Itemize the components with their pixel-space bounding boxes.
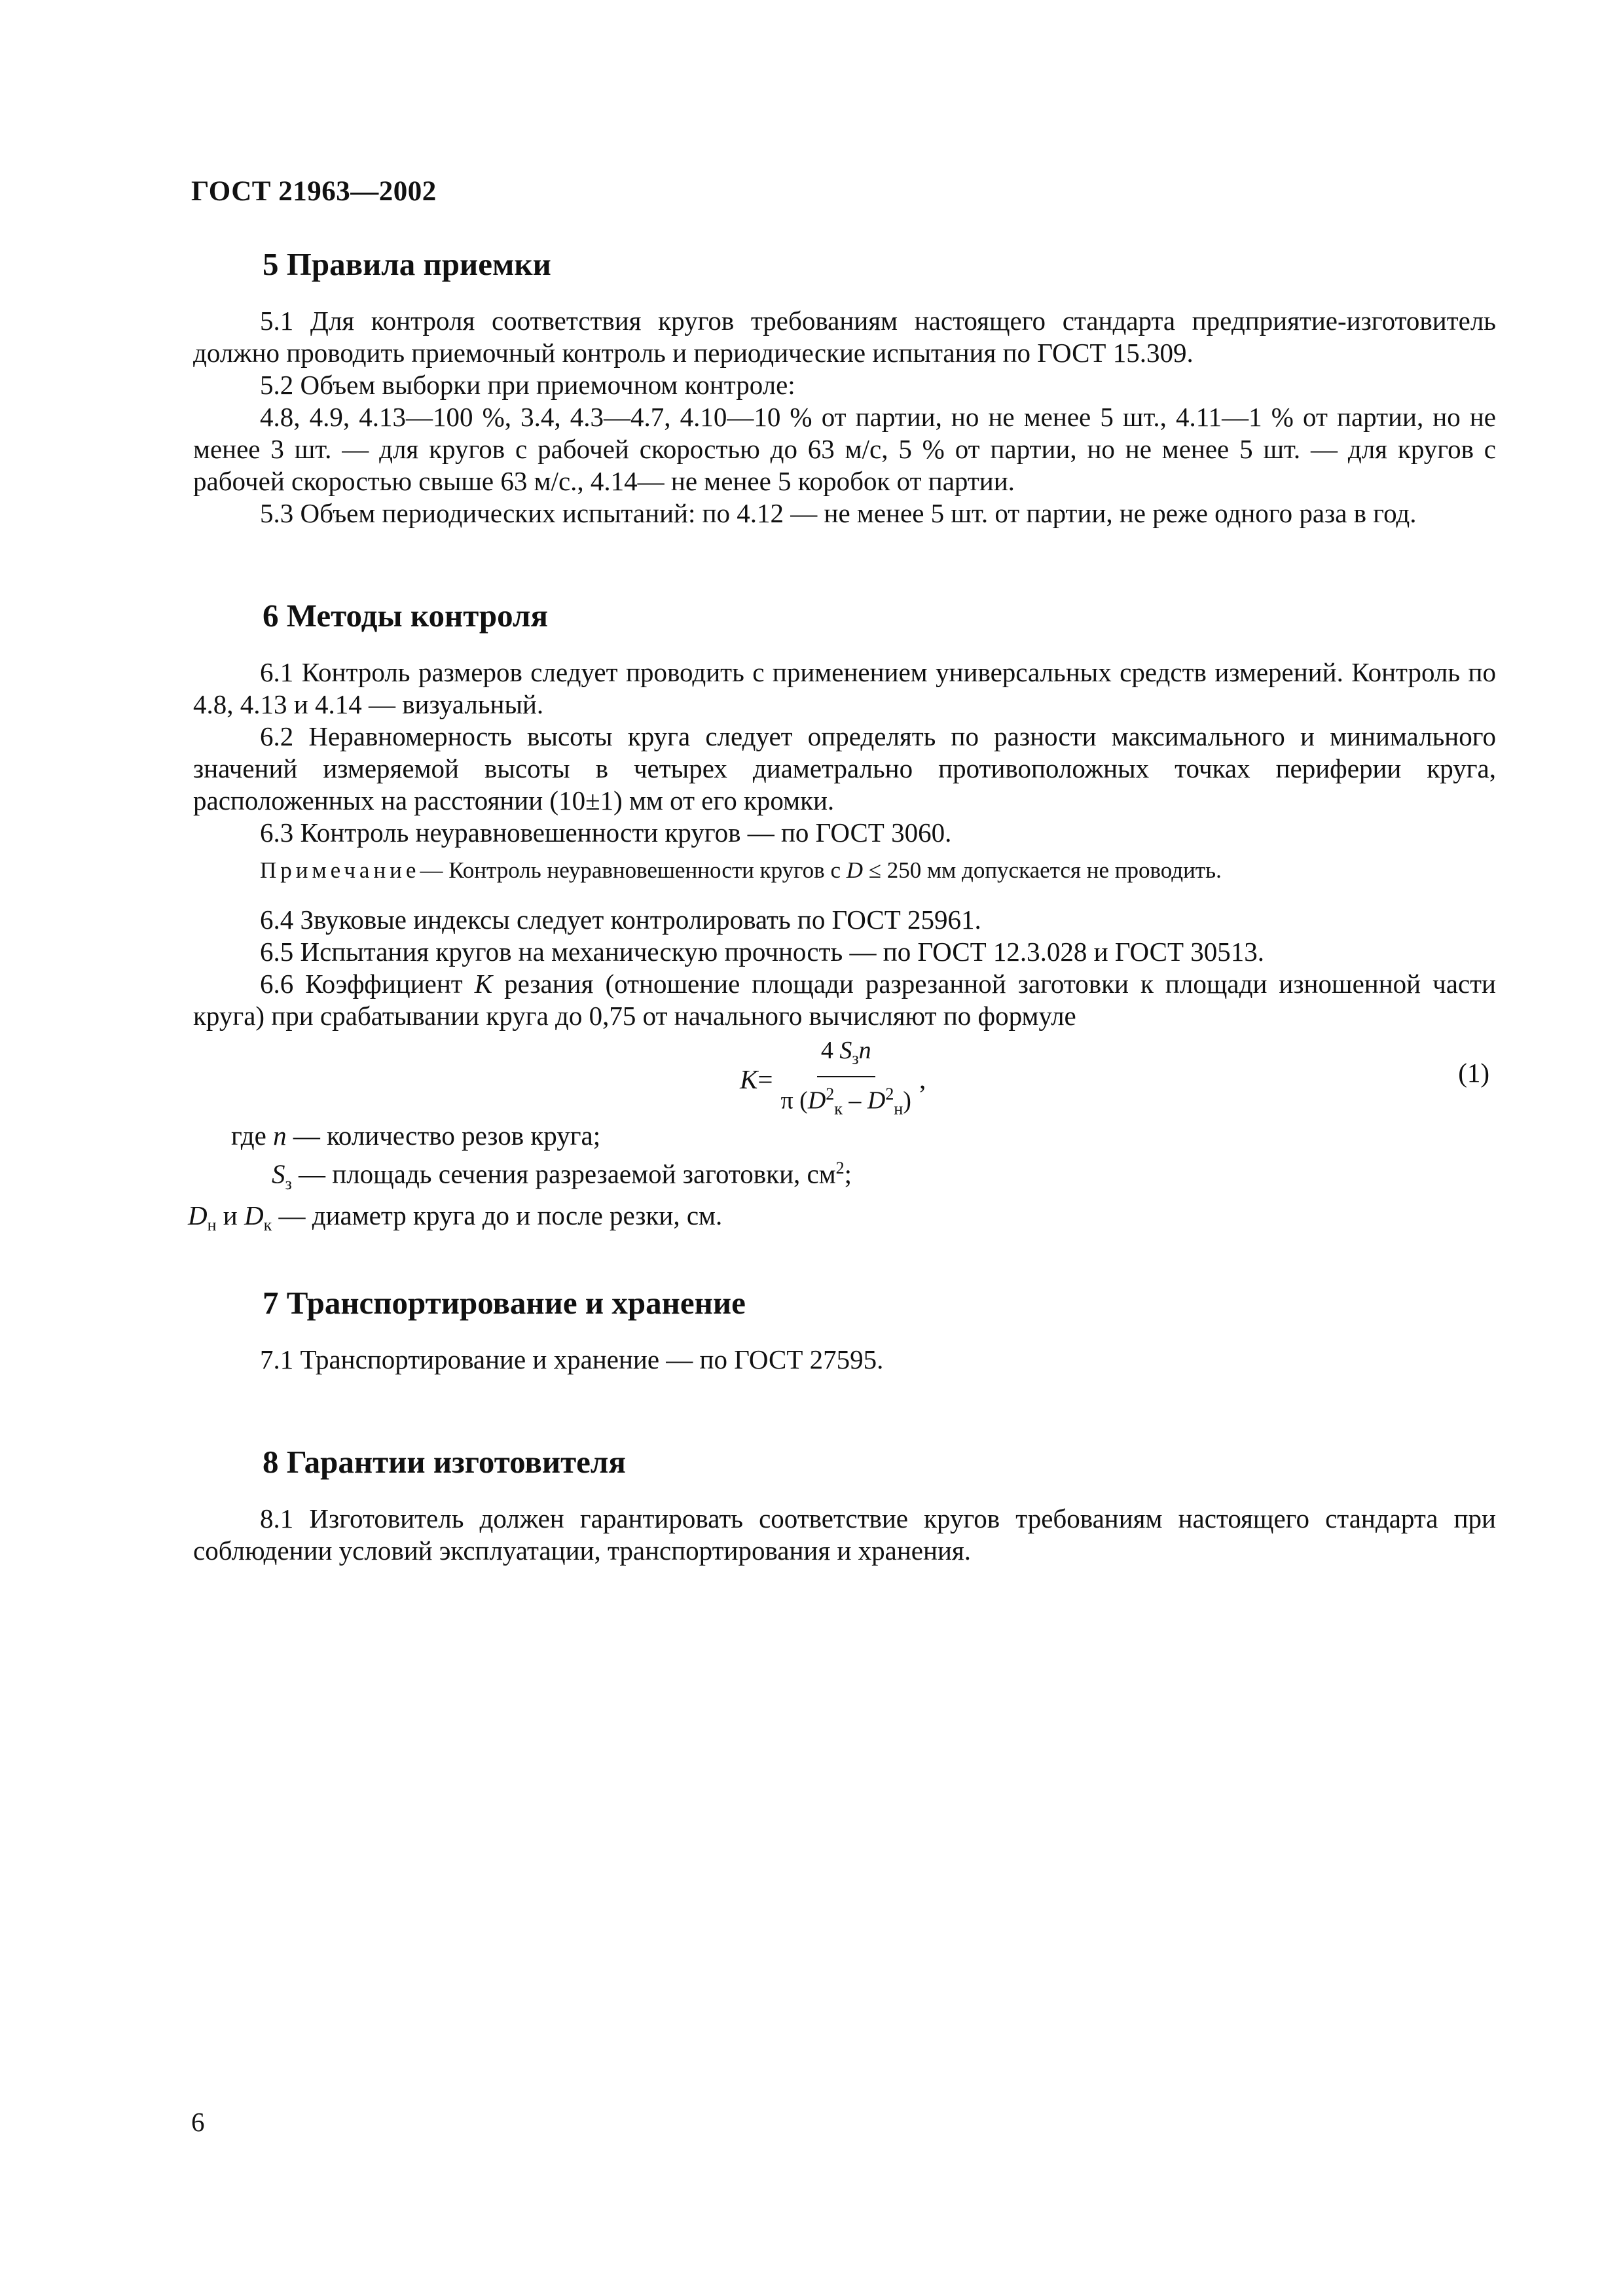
paragraph-6-6-b: резания (отношение площади разрезанной заготовки к площади изношенной части круга) при срабатывании круга до 0,75 от начального вычисляют по формуле [193, 969, 1496, 1031]
formula-lhs: K [740, 1064, 758, 1095]
paragraph-8-1: 8.1 Изготовитель должен гарантировать соответствие кругов требованиям настоящего стандарта при соблюдении условий эксплуатации, транспортирования и хранения. [193, 1503, 1496, 1566]
section-8 [193, 1443, 1496, 1567]
paragraph-6-6-a: 6.6 Коэффициент [260, 969, 475, 999]
legend-n-desc: — количество резов круга; [286, 1121, 601, 1151]
note-text-b: ≤ 250 мм допускается не проводить. [863, 857, 1222, 883]
paragraph-6-6 [193, 968, 1496, 1032]
formula-1 [193, 1036, 1496, 1118]
section-title: 6 Методы контроля [263, 598, 548, 634]
legend-s-sub: з [285, 1174, 292, 1193]
page-number: 6 [191, 2107, 205, 2137]
formula-expression [740, 1036, 926, 1123]
legend-row-n [193, 1120, 1496, 1152]
legend-where: где [231, 1121, 274, 1151]
paragraph-6-1: 6.1 Контроль размеров следует проводить с применением универсальных средств измерений. Контроль по 4.8, 4.13 и 4.14 — визуальный. [193, 657, 1496, 719]
legend-dn: D [188, 1200, 208, 1230]
den-d2-sup: 2 [885, 1084, 894, 1103]
legend-dn-sub: н [207, 1215, 217, 1235]
legend-s-sup: 2 [835, 1158, 845, 1177]
legend-dk-sub: к [263, 1215, 272, 1235]
den-d1: D [807, 1086, 826, 1115]
legend-and: и [216, 1200, 244, 1230]
paragraph-6-2: 6.2 Неравномерность высоты круга следует определять по разности максимального и минимального значений измеряемой высоты в четырех диаметрально противоположных точках периферии круга, расположенных на расстоянии (10±1) мм от его кромки. [193, 721, 1496, 816]
equation-number: (1) [1458, 1058, 1489, 1088]
formula-numerator [817, 1036, 875, 1077]
num-s-sub: з [852, 1049, 859, 1068]
note [193, 855, 1496, 886]
paragraph-5-2: 5.2 Объем выборки при приемочном контроле: [260, 370, 795, 400]
section-title: 8 Гарантии изготовителя [263, 1444, 626, 1480]
legend-row-s [193, 1152, 1496, 1200]
paragraph-5-1: 5.1 Для контроля соответствия кругов требованиям настоящего стандарта предприятие-изготовитель должно проводить приемочный контроль и периодические испытания по ГОСТ 15.309. [193, 306, 1496, 368]
legend-n: n [273, 1121, 287, 1151]
section-7 [193, 1284, 1496, 1376]
paragraph-6-5: 6.5 Испытания кругов на механическую прочность — по ГОСТ 12.3.028 и ГОСТ 30513. [260, 937, 1264, 967]
formula-tail: , [919, 1064, 926, 1095]
coefficient-symbol: K [474, 969, 493, 999]
paragraph-5-2-list: 4.8, 4.9, 4.13—100 %, 3.4, 4.3—4.7, 4.10—10 % от партии, но не менее 5 шт., 4.11—1 % от партии, но не менее 3 шт. — для кругов с рабочей скоростью до 63 м/с, 5 % от партии, но не менее 5 шт. — для кругов с рабочей скоростью свыше 63 м/с., 4.14— не менее 5 коробок от партии. [193, 402, 1496, 496]
note-symbol: D [846, 857, 864, 883]
den-d1-sub: к [834, 1098, 843, 1118]
num-s: S [839, 1037, 852, 1064]
den-close: ) [903, 1086, 911, 1115]
den-pi: π ( [780, 1086, 808, 1115]
standard-header: ГОСТ 21963—2002 [191, 176, 437, 207]
legend-s-desc: — площадь сечения разрезаемой заготовки, см [291, 1158, 836, 1189]
formula-denominator [776, 1077, 915, 1123]
formula-equals: = [757, 1064, 773, 1095]
num-coef: 4 [820, 1037, 840, 1064]
paragraph-6-3: 6.3 Контроль неуравновешенности кругов — по ГОСТ 3060. [260, 817, 952, 848]
legend-row-d [188, 1200, 1496, 1241]
den-d2: D [867, 1086, 886, 1115]
paragraph-5-3: 5.3 Объем периодических испытаний: по 4.12 — не менее 5 шт. от партии, не реже одного раза в год. [260, 498, 1417, 528]
formula-fraction [776, 1036, 915, 1123]
legend-s: S [272, 1158, 285, 1189]
legend-dk: D [244, 1200, 264, 1230]
section-title: 7 Транспортирование и хранение [263, 1285, 746, 1321]
note-label: Примечание [260, 857, 420, 883]
section-5 [193, 245, 1496, 529]
legend-s-end: ; [844, 1158, 852, 1189]
section-title: 5 Правила приемки [263, 246, 551, 282]
den-d2-sub: н [894, 1098, 903, 1118]
paragraph-6-4: 6.4 Звуковые индексы следует контролировать по ГОСТ 25961. [260, 905, 981, 935]
legend-d-desc: — диаметр круга до и после резки, см. [272, 1200, 723, 1230]
den-minus: – [842, 1086, 867, 1115]
den-d1-sup: 2 [826, 1084, 835, 1103]
section-6 [188, 597, 1496, 1241]
note-text-a: — Контроль неуравновешенности кругов с [420, 857, 847, 883]
formula-legend [188, 1120, 1496, 1241]
paragraph-7-1: 7.1 Транспортирование и хранение — по ГОСТ 27595. [260, 1344, 884, 1374]
num-n: n [858, 1037, 871, 1064]
